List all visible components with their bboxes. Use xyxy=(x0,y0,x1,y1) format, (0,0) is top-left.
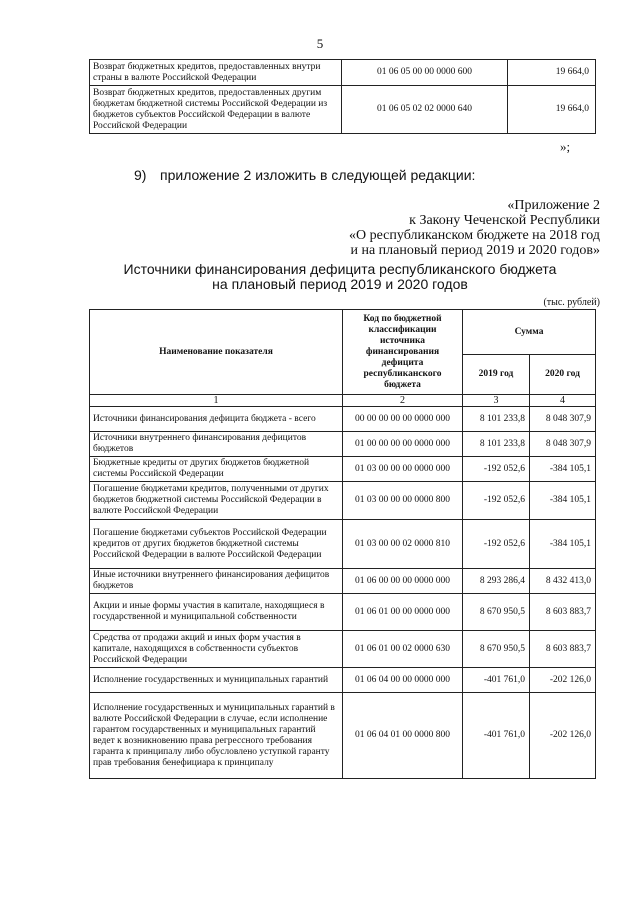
sources-table xyxy=(89,309,596,779)
row-code: 01 03 00 00 02 0000 810 xyxy=(343,520,463,569)
row-name: Погашение бюджетами субъектов Российской Федерации кредитов от других бюджетов бюджетной системы Российской Федерации в валюте Российской Федерации xyxy=(90,520,343,569)
table-row xyxy=(90,520,596,569)
row-value-2020: 8 048 307,9 xyxy=(530,432,596,457)
units-label: (тыс. рублей) xyxy=(543,297,600,308)
table-row xyxy=(90,60,596,86)
table-row xyxy=(90,594,596,631)
row-code: 01 06 01 00 02 0000 630 xyxy=(343,631,463,668)
header-sum: Сумма xyxy=(463,310,596,355)
header-year-2019: 2019 год xyxy=(463,355,530,395)
column-number-row xyxy=(90,395,596,407)
appendix-line: и на плановый период 2019 и 2020 годов» xyxy=(350,243,600,258)
row-value-2020: -384 105,1 xyxy=(530,520,596,569)
row-name: Возврат бюджетных кредитов, предоставленных другим бюджетам бюджетной системы Российской Федерации из бюджетов субъектов Российской Федерации в валюте Российской Федерации xyxy=(90,86,342,134)
table-row xyxy=(90,569,596,594)
row-value-2019: 8 293 286,4 xyxy=(463,569,530,594)
continued-table xyxy=(89,59,596,134)
title-line: Источники финансирования дефицита республиканского бюджета xyxy=(123,261,557,277)
row-value-2019: -192 052,6 xyxy=(463,457,530,482)
row-value-2019: -192 052,6 xyxy=(463,482,530,520)
row-value-2019: 8 670 950,5 xyxy=(463,631,530,668)
row-name: Исполнение государственных и муниципальных гарантий в валюте Российской Федерации в случае, если исполнение гарантом государственных и муниципальных гарантий ведет к возникновению права регрессного требования гаранта к принципалу либо обусловлено уступкой гаранту прав требования бенефициара к принципалу xyxy=(90,693,343,779)
header-name: Наименование показателя xyxy=(90,310,343,395)
row-code: 01 00 00 00 00 0000 000 xyxy=(343,432,463,457)
row-value-2019: 8 670 950,5 xyxy=(463,594,530,631)
header-year-2020: 2020 год xyxy=(530,355,596,395)
page-number: 5 xyxy=(316,36,324,51)
header-row xyxy=(90,310,596,355)
table-row xyxy=(90,482,596,520)
row-name: Исполнение государственных и муниципальных гарантий xyxy=(90,668,343,693)
appendix-line: к Закону Чеченской Республики xyxy=(409,213,600,228)
table-row xyxy=(90,631,596,668)
row-value-2019: -401 761,0 xyxy=(463,668,530,693)
row-value-2020: -384 105,1 xyxy=(530,482,596,520)
row-code: 01 03 00 00 00 0000 000 xyxy=(343,457,463,482)
column-number: 2 xyxy=(343,395,463,407)
row-code: 01 06 05 02 02 0000 640 xyxy=(342,86,508,134)
title-line: на плановый период 2019 и 2020 годов xyxy=(212,276,468,292)
row-code: 01 06 00 00 00 0000 000 xyxy=(343,569,463,594)
row-value-2019: -192 052,6 xyxy=(463,520,530,569)
table-row xyxy=(90,668,596,693)
row-code: 01 06 04 00 00 0000 000 xyxy=(343,668,463,693)
row-value-2020: 8 048 307,9 xyxy=(530,407,596,432)
row-code: 00 00 00 00 00 0000 000 xyxy=(343,407,463,432)
row-code: 01 03 00 00 00 0000 800 xyxy=(343,482,463,520)
row-value-2019: 8 101 233,8 xyxy=(463,432,530,457)
column-number: 3 xyxy=(463,395,530,407)
row-name: Погашение бюджетами кредитов, полученными от других бюджетов бюджетной системы Российской Федерации в валюте Российской Федерации xyxy=(90,482,343,520)
row-value-2020: 8 603 883,7 xyxy=(530,631,596,668)
row-value-2020: 8 603 883,7 xyxy=(530,594,596,631)
row-value-2020: 8 432 413,0 xyxy=(530,569,596,594)
table-row xyxy=(90,693,596,779)
row-name: Возврат бюджетных кредитов, предоставленных внутри страны в валюте Российской Федерации xyxy=(90,60,342,86)
closing-quote: »; xyxy=(560,139,571,154)
row-name: Источники внутреннего финансирования дефицитов бюджетов xyxy=(90,432,343,457)
header-code: Код по бюджетной классификации источника финансирования дефицита республиканского бюджета xyxy=(343,310,463,395)
point-number: 9) xyxy=(134,167,147,183)
appendix-line: «О республиканском бюджете на 2018 год xyxy=(349,228,600,243)
row-value: 19 664,0 xyxy=(508,60,596,86)
table-row xyxy=(90,432,596,457)
column-number: 1 xyxy=(90,395,343,407)
table-row xyxy=(90,407,596,432)
amendment-point xyxy=(134,167,475,183)
row-value-2020: -202 126,0 xyxy=(530,668,596,693)
row-code: 01 06 01 00 00 0000 000 xyxy=(343,594,463,631)
table-row xyxy=(90,86,596,134)
appendix-header xyxy=(349,198,600,258)
row-value: 19 664,0 xyxy=(508,86,596,134)
row-name: Бюджетные кредиты от других бюджетов бюджетной системы Российской Федерации xyxy=(90,457,343,482)
document-title xyxy=(90,262,590,292)
row-code: 01 06 05 00 00 0000 600 xyxy=(342,60,508,86)
row-name: Средства от продажи акций и иных форм участия в капитале, находящихся в собственности субъектов Российской Федерации xyxy=(90,631,343,668)
row-value-2020: -202 126,0 xyxy=(530,693,596,779)
row-name: Иные источники внутреннего финансирования дефицитов бюджетов xyxy=(90,569,343,594)
appendix-line: «Приложение 2 xyxy=(507,198,600,213)
row-value-2019: 8 101 233,8 xyxy=(463,407,530,432)
row-value-2019: -401 761,0 xyxy=(463,693,530,779)
column-number: 4 xyxy=(530,395,596,407)
point-text: приложение 2 изложить в следующей редакции: xyxy=(160,167,476,183)
table-row xyxy=(90,457,596,482)
row-name: Источники финансирования дефицита бюджета - всего xyxy=(90,407,343,432)
row-name: Акции и иные формы участия в капитале, находящиеся в государственной и муниципальной собственности xyxy=(90,594,343,631)
row-code: 01 06 04 01 00 0000 800 xyxy=(343,693,463,779)
row-value-2020: -384 105,1 xyxy=(530,457,596,482)
